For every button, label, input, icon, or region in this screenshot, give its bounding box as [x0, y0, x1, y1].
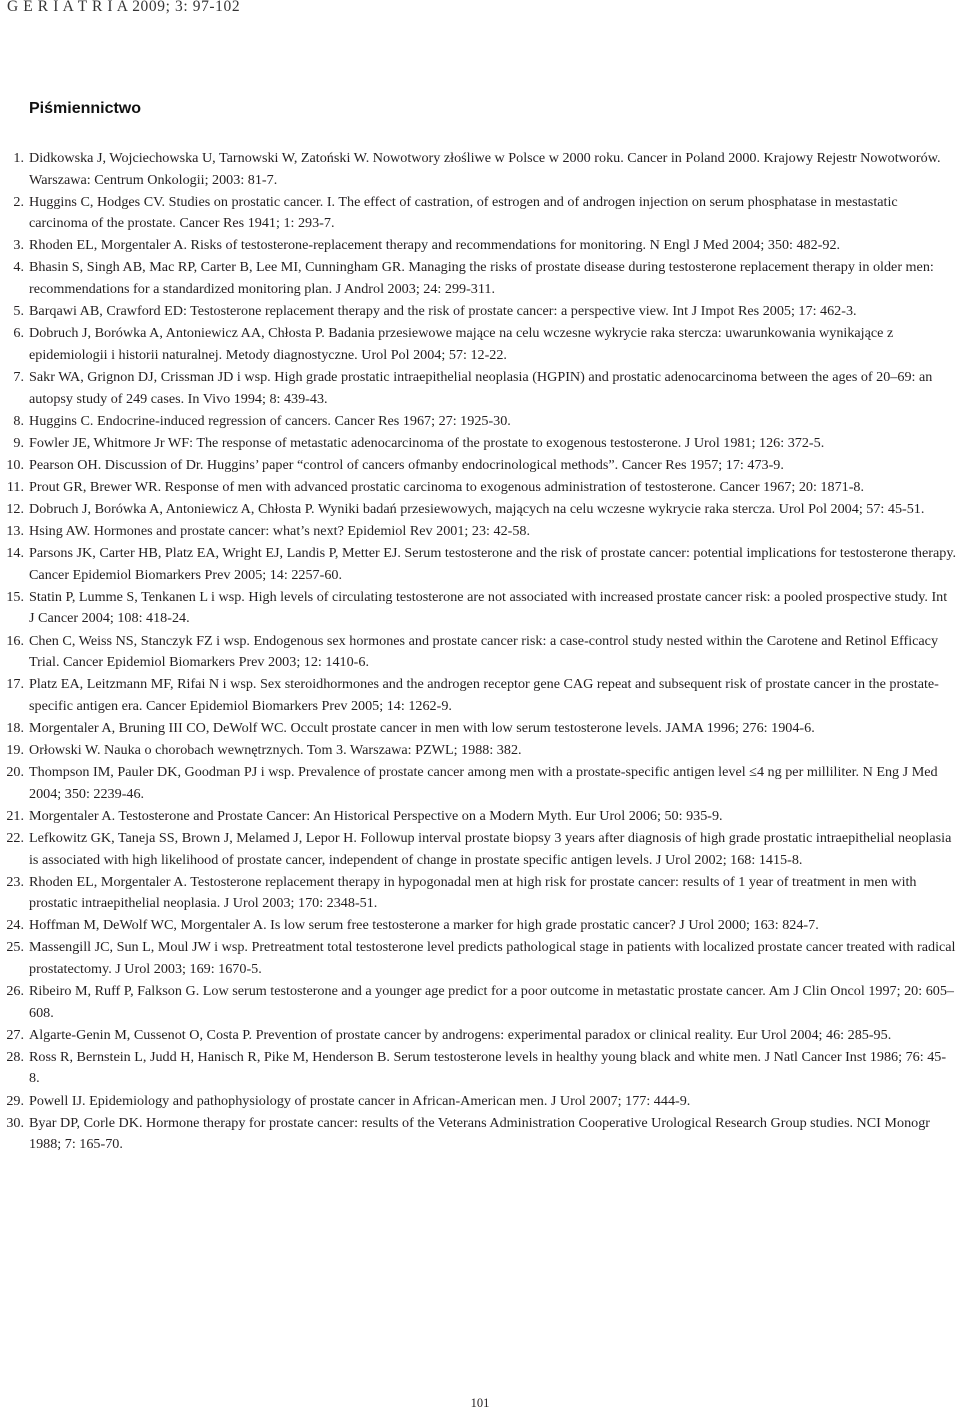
reference-text: Ross R, Bernstein L, Judd H, Hanisch R, Pike M, Henderson B. Serum testosterone levels in healthy young black and white men. J Natl Cancer Inst 1986; 76: 45-8. — [29, 1048, 947, 1087]
reference-item — [0, 455, 960, 477]
reference-text: Morgentaler A, Bruning III CO, DeWolf WC. Occult prostate cancer in men with low serum testosterone levels. JAMA 1996; 276: 1904-6. — [29, 719, 815, 736]
reference-text: Chen C, Weiss NS, Stanczyk FZ i wsp. Endogenous sex hormones and prostate cancer risk: a case-control study nested within the Carotene and Retinol Efficacy Trial. Cancer Epidemiol Biomarkers Prev 2003; 12: 1410-6. — [29, 632, 939, 671]
reference-item — [0, 587, 960, 630]
reference-item — [0, 762, 960, 805]
reference-number: 22. — [6, 829, 24, 846]
reference-text: Powell IJ. Epidemiology and pathophysiology of prostate cancer in African-American men. J Urol 2007; 177: 444-9. — [29, 1092, 691, 1109]
reference-number: 27. — [6, 1026, 24, 1043]
reference-text: Platz EA, Leitzmann MF, Rifai N i wsp. Sex steroidhormones and the androgen receptor gene CAG repeat and subsequent risk of prostate cancer in the prostate-specific antigen era. Cancer Epidemiol Biomarkers Prev 2005; 14: 1262-9. — [29, 676, 939, 714]
reference-item — [0, 828, 960, 871]
reference-item — [0, 301, 960, 323]
reference-item — [0, 148, 960, 191]
reference-text: Huggins C, Hodges CV. Studies on prostatic cancer. I. The effect of castration, of estrogen and of androgen injection on serum phosphatase in mestastatic carcinoma of the prostate. Cancer Res 1941; 1: 293-7. — [29, 193, 898, 232]
reference-number: 9. — [13, 434, 24, 451]
reference-item — [0, 192, 960, 235]
reference-item — [0, 257, 960, 300]
reference-item — [0, 915, 960, 937]
reference-text: Fowler JE, Whitmore Jr WF: The response of metastatic adenocarcinoma of the prostate to exogenous testosterone. J Urol 1981; 126: 372-5. — [29, 434, 825, 451]
reference-number: 17. — [6, 676, 24, 693]
reference-item — [0, 477, 960, 499]
reference-text: Morgentaler A. Testosterone and Prostate Cancer: An Historical Perspective on a Modern Myth. Eur Urol 2006; 50: 935-9. — [29, 807, 723, 824]
reference-number: 24. — [6, 917, 24, 934]
reference-item — [0, 235, 960, 257]
reference-number: 1. — [13, 150, 24, 166]
reference-item — [0, 872, 960, 915]
reference-item — [0, 499, 960, 521]
reference-number: 25. — [6, 939, 24, 956]
reference-item — [0, 631, 960, 674]
reference-text: Dobruch J, Borówka A, Antoniewicz AA, Chłosta P. Badania przesiewowe mające na celu wczesne wykrycie raka stercza: uwarunkowania wynikające z epidemiologii i historii naturalnej. Metody diagnostyczne. Urol Pol 2004; 57: 12-22. — [29, 325, 894, 363]
reference-item — [0, 718, 960, 740]
reference-item — [0, 674, 960, 717]
reference-text: Thompson IM, Pauler DK, Goodman PJ i wsp. Prevalence of prostate cancer among men with a prostate-specific antigen level ≤4 ng per milliliter. N Eng J Med 2004; 350: 2239-46. — [29, 764, 938, 802]
section-title: Piśmiennictwo — [29, 100, 142, 117]
reference-item — [0, 411, 960, 433]
reference-text: Prout GR, Brewer WR. Response of men with advanced prostatic carcinoma to exogenous administration of testosterone. Cancer 1967; 20: 1871-8. — [29, 478, 865, 495]
reference-number: 10. — [6, 456, 24, 473]
reference-text: Pearson OH. Discussion of Dr. Huggins’ paper “control of cancers ofmanby endocrinological methods”. Cancer Res 1957; 17: 473-9. — [29, 456, 784, 473]
reference-number: 14. — [6, 545, 24, 562]
reference-item — [0, 1113, 960, 1156]
reference-item — [0, 806, 960, 828]
reference-item — [0, 740, 960, 762]
reference-number: 16. — [6, 632, 24, 649]
reference-number: 4. — [13, 259, 24, 276]
reference-text: Hsing AW. Hormones and prostate cancer: what’s next? Epidemiol Rev 2001; 23: 42-58. — [29, 523, 531, 540]
reference-number: 11. — [6, 478, 24, 495]
reference-text: Dobruch J, Borówka A, Antoniewicz A, Chłosta P. Wyniki badań przesiewowych, mających na celu wczesne wykrycie raka stercza. Urol Pol 2004; 57: 45-51. — [29, 501, 925, 517]
reference-number: 5. — [13, 303, 24, 320]
reference-text: Rhoden EL, Morgentaler A. Risks of testosterone-replacement therapy and recommendations for monitoring. N Engl J Med 2004; 350: 482-92. — [29, 237, 841, 254]
reference-number: 19. — [6, 742, 24, 759]
reference-text: Hoffman M, DeWolf WC, Morgentaler A. Is low serum free testosterone a marker for high grade prostatic cancer? J Urol 2000; 163: 824-7. — [29, 917, 819, 934]
reference-item — [0, 367, 960, 410]
reference-item — [0, 433, 960, 455]
reference-number: 21. — [6, 807, 24, 824]
reference-text: Sakr WA, Grignon DJ, Crissman JD i wsp. High grade prostatic intraepithelial neoplasia (HGPIN) and prostatic adenocarcinoma between the ages of 20–69: an autopsy study of 249 cases. In Vivo 1994; 8: 439-43. — [29, 368, 933, 407]
reference-text: Massengill JC, Sun L, Moul JW i wsp. Pretreatment total testosterone level predicts pathological stage in patients with localized prostate cancer treated with radical prostatectomy. J Urol 2003; 169: 1670-5. — [29, 939, 956, 977]
reference-text: Algarte-Genin M, Cussenot O, Costa P. Prevention of prostate cancer by androgens: experimental paradox or clinical reality. Eur Urol 2004; 46: 285-95. — [29, 1026, 892, 1043]
reference-number: 15. — [6, 588, 24, 605]
reference-number: 12. — [6, 501, 24, 517]
reference-item — [0, 937, 960, 980]
page-number: 101 — [470, 1396, 490, 1410]
reference-text: Lefkowitz GK, Taneja SS, Brown J, Melamed J, Lepor H. Followup interval prostate biopsy 3 years after diagnosis of high grade prostatic intraepithelial neoplasia is associated with high likelihood of prostate cancer, independent of change in prostate specific antigen levels. J Urol 2002; 168: 1415-8. — [29, 829, 952, 868]
reference-item — [0, 1025, 960, 1047]
reference-text: Statin P, Lumme S, Tenkanen L i wsp. High levels of circulating testosterone are not associated with increased prostate cancer risk: a pooled prospective study. Int J Cancer 2004; 108: 418-24. — [29, 588, 948, 627]
reference-item — [0, 981, 960, 1024]
reference-number: 6. — [13, 325, 24, 342]
reference-text: Barqawi AB, Crawford ED: Testosterone replacement therapy and the risk of prostate cancer: a perspective view. Int J Impot Res 2005; 17: 462-3. — [29, 303, 857, 320]
reference-number: 2. — [13, 193, 24, 210]
reference-text: Rhoden EL, Morgentaler A. Testosterone replacement therapy in hypogonadal men at high risk for prostate cancer: results of 1 year of treatment in men with prostatic intraepithelial neoplasia. J Urol 2003; 170: 2348-51. — [29, 873, 917, 912]
reference-text: Didkowska J, Wojciechowska U, Tarnowski W, Zatoński W. Nowotwory złośliwe w Polsce w 2000 roku. Cancer in Poland 2000. Krajowy Rejestr Nowotworów. Warszawa: Centrum Onkologii; 2003: 81-7. — [29, 150, 941, 188]
reference-text: Parsons JK, Carter HB, Platz EA, Wright EJ, Landis P, Metter EJ. Serum testosterone and the risk of prostate cancer: potential implications for testosterone therapy. Cancer Epidemiol Biomarkers Prev 2005; 14: 2257-60. — [29, 545, 957, 583]
reference-item — [0, 1047, 960, 1090]
reference-text: Bhasin S, Singh AB, Mac RP, Carter B, Lee MI, Cunningham GR. Managing the risks of prostate disease during testosterone replacement therapy in older men: recommendations for a standardized monitoring plan. J Androl 2003; 24: 299-311. — [29, 259, 934, 298]
reference-number: 30. — [6, 1114, 24, 1131]
reference-number: 7. — [13, 368, 24, 385]
reference-text: Ribeiro M, Ruff P, Falkson G. Low serum testosterone and a younger age predict for a poor outcome in metastatic prostate cancer. Am J Clin Oncol 1997; 20: 605–608. — [29, 983, 954, 1021]
reference-text: Orłowski W. Nauka o chorobach wewnętrznych. Tom 3. Warszawa: PZWL; 1988: 382. — [29, 742, 522, 759]
reference-number: 8. — [13, 412, 24, 429]
reference-number: 18. — [6, 719, 24, 736]
reference-number: 28. — [6, 1048, 24, 1065]
reference-text: Huggins C. Endocrine-induced regression of cancers. Cancer Res 1967; 27: 1925-30. — [29, 412, 511, 429]
reference-number: 3. — [13, 237, 24, 254]
reference-text: Byar DP, Corle DK. Hormone therapy for prostate cancer: results of the Veterans Administration Cooperative Urological Research Group studies. NCI Monogr 1988; 7: 165-70. — [29, 1114, 930, 1153]
reference-item — [0, 1091, 960, 1113]
reference-number: 13. — [6, 523, 24, 540]
reference-item — [0, 323, 960, 366]
reference-number: 23. — [6, 873, 24, 890]
reference-item — [0, 521, 960, 543]
running-header: G E R I A T R I A 2009; 3: 97-102 — [7, 0, 241, 15]
reference-list — [0, 148, 960, 1156]
reference-number: 20. — [6, 764, 24, 781]
reference-number: 26. — [6, 983, 24, 1000]
reference-number: 29. — [6, 1092, 24, 1109]
reference-item — [0, 543, 960, 586]
